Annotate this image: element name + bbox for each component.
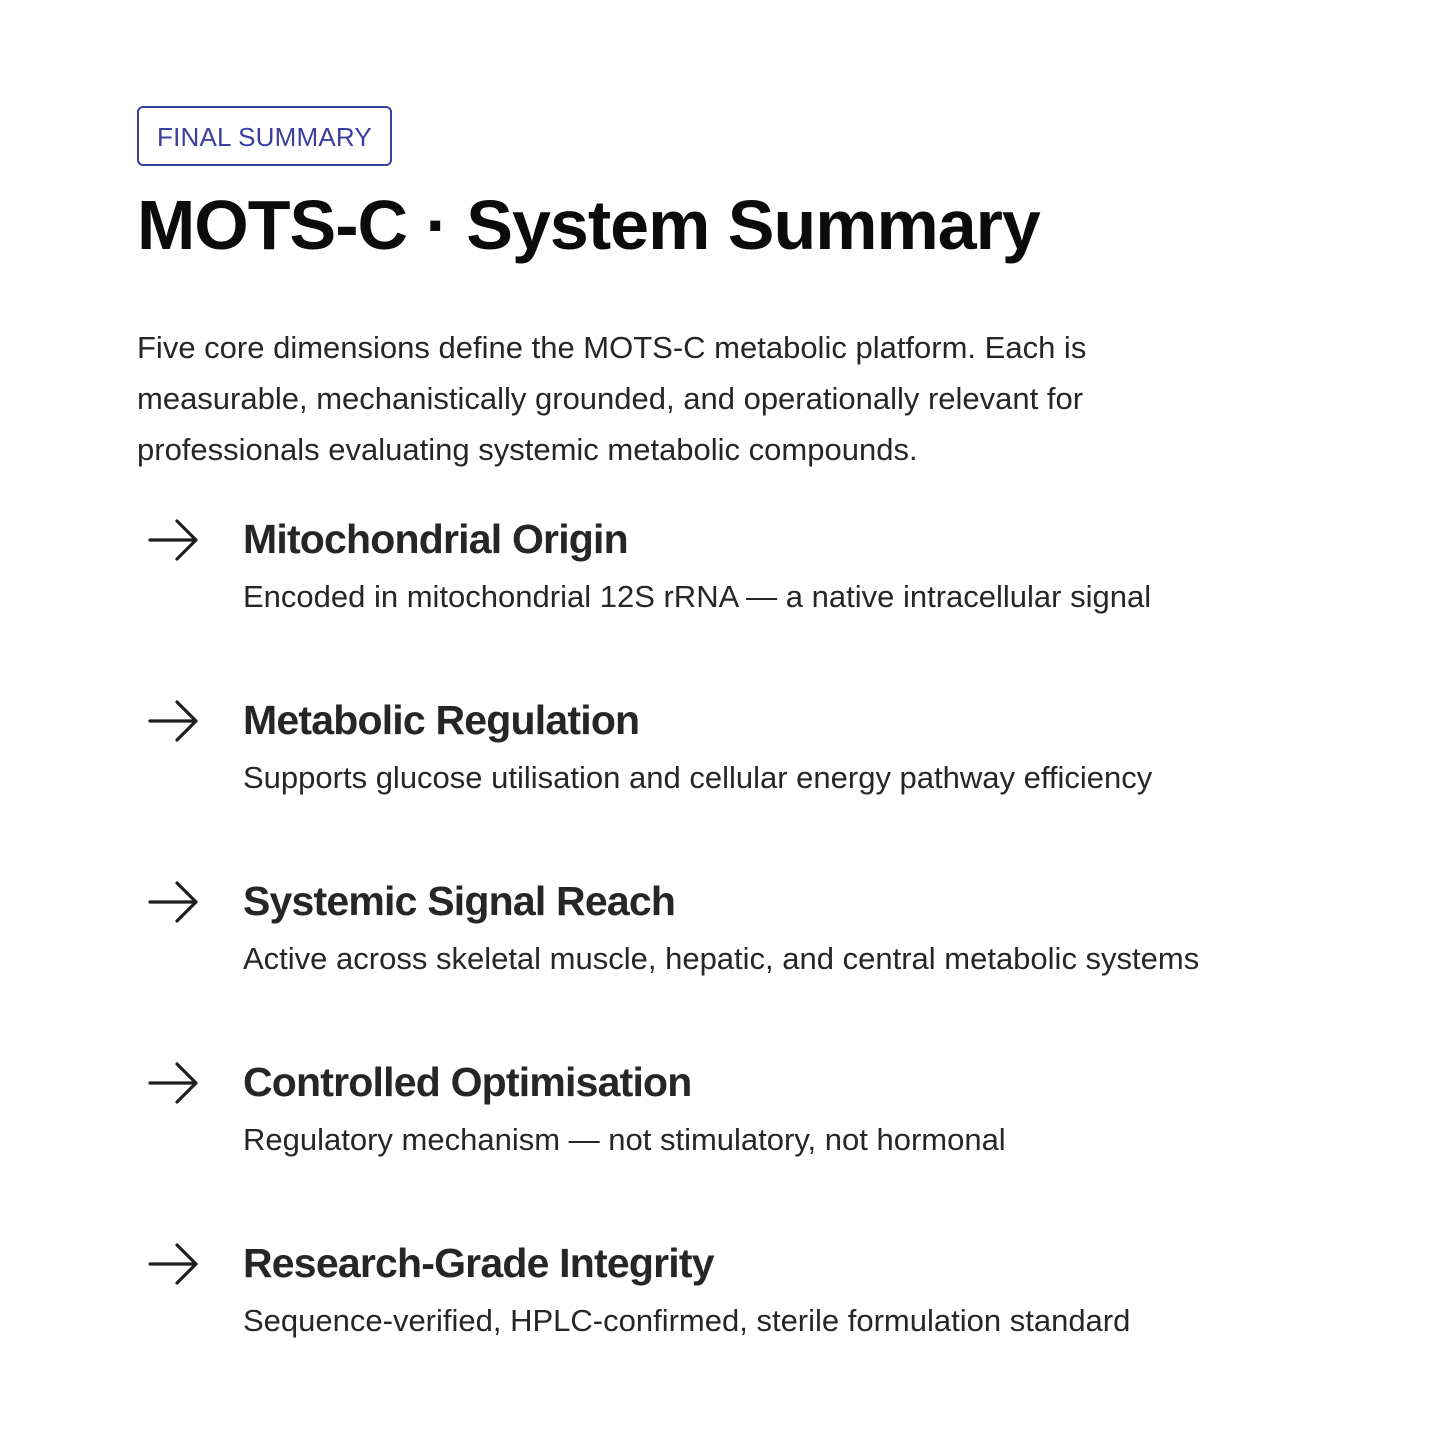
section-badge: FINAL SUMMARY [137, 106, 392, 166]
list-item-research-grade-integrity [137, 1233, 1317, 1414]
summary-page [137, 106, 1317, 1414]
item-description: Sequence-verified, HPLC-confirmed, sterile formulation standard [243, 1303, 1131, 1338]
dimension-list [137, 509, 1317, 1414]
list-item-systemic-signal-reach [137, 871, 1317, 1052]
arrow-right-icon [147, 1060, 201, 1106]
arrow-right-icon [147, 698, 201, 744]
list-item-mitochondrial-origin [137, 509, 1317, 690]
item-heading: Mitochondrial Origin [243, 516, 628, 562]
intro-paragraph: Five core dimensions define the MOTS-C metabolic platform. Each is measurable, mechanistically grounded, and operationally relevant for professionals evaluating systemic metabolic compounds. [137, 330, 1087, 467]
item-description: Encoded in mitochondrial 12S rRNA — a native intracellular signal [243, 579, 1152, 614]
arrow-right-icon [147, 879, 201, 925]
item-heading: Metabolic Regulation [243, 697, 640, 743]
list-item-controlled-optimisation [137, 1052, 1317, 1233]
item-description: Active across skeletal muscle, hepatic, and central metabolic systems [243, 941, 1200, 976]
arrow-right-icon [147, 1241, 201, 1287]
item-description: Regulatory mechanism — not stimulatory, not hormonal [243, 1122, 1006, 1157]
page-title: MOTS-C · System Summary [137, 186, 1040, 264]
item-heading: Research-Grade Integrity [243, 1240, 714, 1286]
item-heading: Systemic Signal Reach [243, 878, 676, 924]
item-heading: Controlled Optimisation [243, 1059, 692, 1105]
item-description: Supports glucose utilisation and cellular energy pathway efficiency [243, 760, 1153, 795]
arrow-right-icon [147, 517, 201, 563]
list-item-metabolic-regulation [137, 690, 1317, 871]
